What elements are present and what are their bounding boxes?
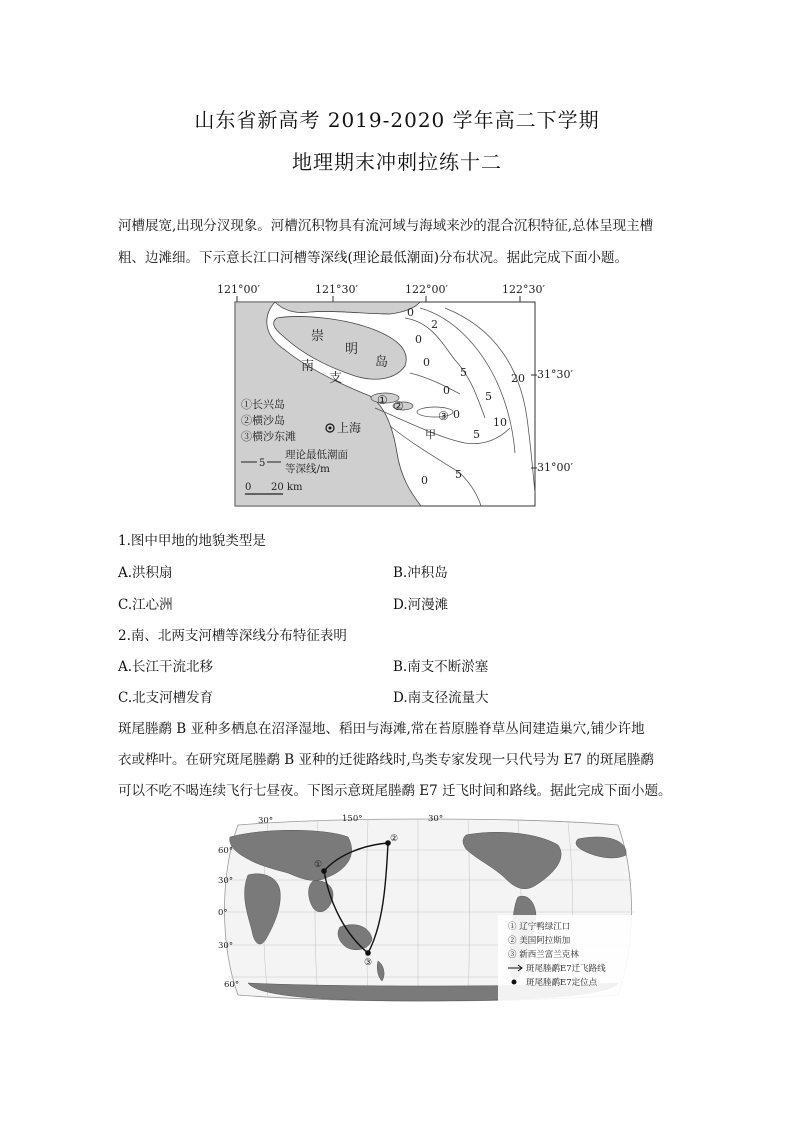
yangtze-estuary-map <box>215 278 573 510</box>
lon-label: 122°00′ <box>405 283 448 296</box>
lat-label: 60° <box>218 846 234 856</box>
svg-text:0: 0 <box>443 384 450 397</box>
legend-item: ② 美国阿拉斯加 <box>508 936 571 946</box>
lon-label: 30° <box>258 816 274 826</box>
route-marker: ② <box>390 834 399 844</box>
passage2-line1: 斑尾塍鹬 B 亚种多栖息在沼泽湿地、稻田与海滩,常在苔原塍脊草丛间建造巢穴,铺少许地 <box>118 721 645 737</box>
place-label: 岛 <box>375 355 389 370</box>
lat-label: 31°00′ <box>537 461 573 474</box>
world-migration-map <box>218 815 638 1005</box>
svg-text:5: 5 <box>485 390 492 403</box>
place-label: 明 <box>345 342 359 357</box>
marker: ② <box>393 399 404 413</box>
legend-item: 斑尾塍鹬E7迁飞路线 <box>526 964 606 974</box>
svg-text:2: 2 <box>431 318 438 331</box>
place-label: 支 <box>329 371 343 386</box>
question2-option-a[interactable]: A.长江干流北移 <box>118 659 214 675</box>
question2-option-c[interactable]: C.北支河槽发育 <box>118 690 214 706</box>
question1-option-a[interactable]: A.洪积扇 <box>118 565 173 581</box>
marker: ① <box>377 393 388 407</box>
svg-text:10: 10 <box>493 416 507 429</box>
question2-option-d[interactable]: D.南支径流量大 <box>393 690 489 706</box>
passage1-line1: 河槽展宽,出现分汊现象。河槽沉积物具有流河域与海域来沙的混合沉积特征,总体呈现主槽 <box>118 218 654 234</box>
svg-text:0: 0 <box>415 333 422 346</box>
svg-text:0: 0 <box>453 408 460 421</box>
legend-item: 等深线/m <box>285 463 330 475</box>
route-marker: ① <box>314 860 323 870</box>
place-label: 甲 <box>425 428 436 441</box>
lon-label: 150° <box>342 814 363 824</box>
legend-contour-value: 5 <box>259 458 266 469</box>
passage2-line2: 衣或桦叶。在研究斑尾塍鹬 B 亚种的迁徙路线时,鸟类专家发现一只代号为 E7 的斑尾塍鹬 <box>118 752 654 768</box>
passage2-line3: 可以不吃不喝连续飞行七昼夜。下图示意斑尾塍鹬 E7 迁飞时间和路线。据此完成下面小题。 <box>118 783 672 799</box>
legend-item: ① 辽宁鸭绿江口 <box>508 922 571 932</box>
svg-text:0: 0 <box>423 356 430 369</box>
scale-label: 0 <box>245 482 252 493</box>
legend-item: ③横沙东滩 <box>241 430 296 443</box>
svg-text:20: 20 <box>511 372 525 385</box>
legend-item: ③ 新西兰富兰克林 <box>508 950 579 960</box>
passage1-line2: 粗、边滩细。下示意长江口河槽等深线(理论最低潮面)分布状况。据此完成下面小题。 <box>118 250 629 266</box>
route-marker: ③ <box>364 958 373 968</box>
place-label: 南 <box>301 359 315 374</box>
question1-option-d[interactable]: D.河漫滩 <box>393 597 449 613</box>
lon-label: 30° <box>428 814 444 824</box>
north-shore <box>275 302 420 314</box>
svg-text:5: 5 <box>460 366 467 379</box>
lat-label: 30° <box>218 941 234 951</box>
question1-option-b[interactable]: B.冲积岛 <box>393 565 448 581</box>
legend-item: 理论最低潮面 <box>285 449 348 461</box>
question2-option-b[interactable]: B.南支不断淤塞 <box>393 659 489 675</box>
svg-text:0: 0 <box>407 306 414 319</box>
lon-label: 121°00′ <box>217 283 260 296</box>
place-label: 崇 <box>311 329 325 344</box>
question2-stem: 2.南、北两支河槽等深线分布特征表明 <box>118 628 347 644</box>
page-title-line2: 地理期末冲刺拉练十二 <box>292 150 502 174</box>
legend-item: ②横沙岛 <box>241 414 285 427</box>
legend-item: ①长兴岛 <box>241 398 285 411</box>
lat-label: 0° <box>218 908 228 918</box>
svg-text:5: 5 <box>473 428 480 441</box>
page-title-line1: 山东省新高考 2019-2020 学年高二下学期 <box>194 108 600 132</box>
legend-item: 斑尾塍鹬E7定位点 <box>526 978 598 988</box>
svg-text:0: 0 <box>421 474 428 487</box>
lat-label: 30° <box>218 876 234 886</box>
svg-text:5: 5 <box>455 468 462 481</box>
scale-label: 20 km <box>271 482 303 493</box>
question1-option-c[interactable]: C.江心洲 <box>118 597 173 613</box>
location-point <box>365 950 371 956</box>
lat-label: 31°30′ <box>537 368 573 381</box>
marker: ③ <box>438 409 449 423</box>
lat-label: 60° <box>224 980 240 990</box>
lon-label: 121°30′ <box>315 283 358 296</box>
place-label: 上海 <box>337 421 362 435</box>
lon-label: 122°30′ <box>502 283 545 296</box>
question1-stem: 1.图中甲地的地貌类型是 <box>118 533 266 549</box>
